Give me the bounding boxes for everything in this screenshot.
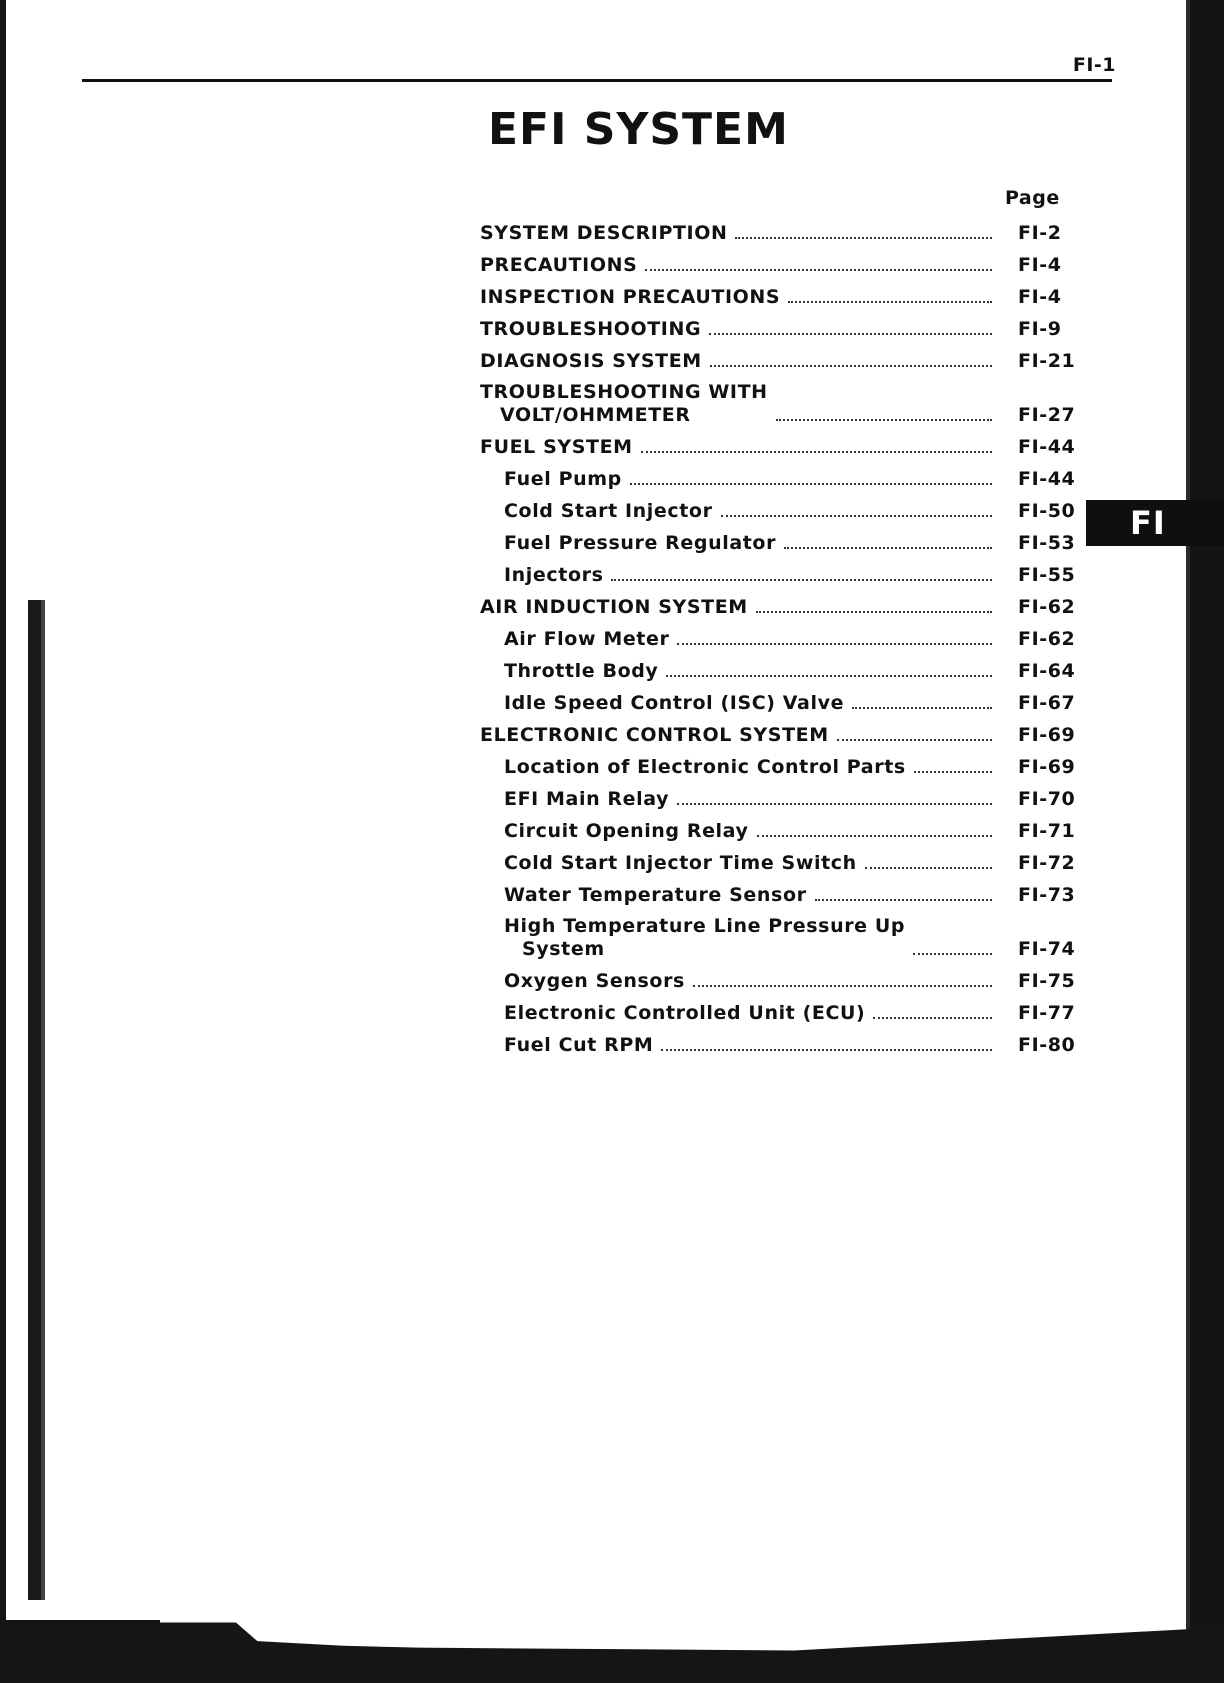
toc-entry-air-flow-meter[interactable] [480,619,1080,651]
toc-entry-title: Idle Speed Control (ISC) Valve [504,692,845,714]
toc-entry-oxygen-sensors[interactable] [480,961,1080,993]
toc-entry-fuel-cut-rpm[interactable] [480,1025,1080,1057]
toc-entry-system-description[interactable] [480,213,1080,245]
toc-entry-title [480,381,776,427]
toc-entry-page: FI-64 [1018,660,1076,682]
toc-leader-dots [776,419,992,421]
toc-leader-dots [735,237,992,239]
toc-entry-page: FI-2 [1018,222,1062,244]
toc-entry-title-line1: TROUBLESHOOTING WITH [480,381,768,403]
toc-entry-title-line2: System [522,938,605,960]
toc-entry-title: SYSTEM DESCRIPTION [480,222,728,244]
toc-leader-dots [788,301,992,303]
toc-entry-page: FI-53 [1018,532,1076,554]
toc-entry-page: FI-75 [1018,970,1076,992]
toc-entry-title: Cold Start Injector [504,500,713,522]
toc-entry-page: FI-44 [1018,436,1076,458]
toc-entry-title: Injectors [504,564,604,586]
toc-entry-page: FI-4 [1018,286,1062,308]
toc-entry-cold-start-injector[interactable] [480,491,1080,523]
toc-entry-page: FI-44 [1018,468,1076,490]
toc-entry-circuit-opening-relay[interactable] [480,811,1080,843]
toc-entry-title: INSPECTION PRECAUTIONS [480,286,781,308]
toc-leader-dots [913,953,992,955]
toc-leader-dots [757,835,993,837]
toc-entry-injectors[interactable] [480,555,1080,587]
toc-entry-troubleshooting-with-voltohmmeter[interactable] [480,373,1080,427]
scan-edge-right-inner [1186,0,1190,1683]
toc-leader-dots [661,1049,992,1051]
toc-leader-dots [630,483,992,485]
toc-leader-dots [666,675,992,677]
toc-leader-dots [641,451,992,453]
toc-leader-dots [709,333,992,335]
toc-leader-dots [852,707,992,709]
toc-leader-dots [721,515,992,517]
toc-entry-title: Throttle Body [504,660,659,682]
toc-entry-page: FI-9 [1018,318,1062,340]
toc-leader-dots [756,611,992,613]
toc-entry-title: Fuel Pump [504,468,622,490]
toc-entry-idle-speed-control-valve[interactable] [480,683,1080,715]
toc-entry-troubleshooting[interactable] [480,309,1080,341]
toc-leader-dots [710,365,992,367]
toc-entry-title-line1: High Temperature Line Pressure Up [504,915,906,937]
toc-entry-location-of-electronic-control-parts[interactable] [480,747,1080,779]
toc-entry-title: Circuit Opening Relay [504,820,749,842]
toc-entry-fuel-pump[interactable] [480,459,1080,491]
toc-leader-dots [677,643,992,645]
toc-leader-dots [873,1017,992,1019]
toc-leader-dots [645,269,992,271]
toc-entry-water-temperature-sensor[interactable] [480,875,1080,907]
toc-entry-title: EFI Main Relay [504,788,670,810]
toc-entry-page: FI-4 [1018,254,1062,276]
toc-entry-high-temperature-line-pressure-up-system[interactable] [480,907,1080,961]
toc-entry-page: FI-80 [1018,1034,1076,1056]
header-rule [82,79,1112,82]
toc-entry-page: FI-21 [1018,350,1076,372]
toc-entry-title: Location of Electronic Control Parts [504,756,906,778]
toc-entry-title: Cold Start Injector Time Switch [504,852,857,874]
toc-leader-dots [677,803,992,805]
toc-entry-throttle-body[interactable] [480,651,1080,683]
toc-entry-page: FI-62 [1018,596,1076,618]
scan-edge-left [0,0,6,1683]
toc-entry-title: Fuel Cut RPM [504,1034,654,1056]
toc-entry-title: Air Flow Meter [504,628,670,650]
toc-entry-page: FI-62 [1018,628,1076,650]
toc-entry-page: FI-70 [1018,788,1076,810]
toc-leader-dots [914,771,992,773]
toc-entry-electronic-controlled-unit[interactable] [480,993,1080,1025]
toc-leader-dots [865,867,992,869]
toc-entry-electronic-control-system[interactable] [480,715,1080,747]
toc-entry-page: FI-71 [1018,820,1076,842]
toc-entry-page: FI-27 [1018,404,1076,426]
toc-entry-efi-main-relay[interactable] [480,779,1080,811]
toc-entry-diagnosis-system[interactable] [480,341,1080,373]
toc-leader-dots [784,547,992,549]
scan-shadow-left [28,600,52,1600]
toc-entry-air-induction-system[interactable] [480,587,1080,619]
page-title: EFI SYSTEM [488,104,789,155]
toc-entry-page: FI-55 [1018,564,1076,586]
toc-entry-title: AIR INDUCTION SYSTEM [480,596,748,618]
toc-entry-title: TROUBLESHOOTING [480,318,702,340]
toc-entry-fuel-system[interactable] [480,427,1080,459]
scan-edge-bottom [150,1590,1224,1683]
toc-entry-title: Electronic Controlled Unit (ECU) [504,1002,866,1024]
toc-entry-title: DIAGNOSIS SYSTEM [480,350,702,372]
toc-entry-title [480,915,913,961]
toc-leader-dots [837,739,992,741]
toc-entry-title: Oxygen Sensors [504,970,685,992]
toc-leader-dots [815,899,992,901]
toc-entry-page: FI-69 [1018,756,1076,778]
toc-entry-cold-start-injector-time-switch[interactable] [480,843,1080,875]
toc-entry-precautions[interactable] [480,245,1080,277]
toc-entry-title: ELECTRONIC CONTROL SYSTEM [480,724,829,746]
table-of-contents [480,213,1080,1057]
toc-entry-title-line2: VOLT/OHMMETER [500,404,691,426]
toc-entry-title: Fuel Pressure Regulator [504,532,777,554]
toc-entry-page: FI-74 [1018,938,1076,960]
toc-entry-page: FI-73 [1018,884,1076,906]
toc-entry-title: Water Temperature Sensor [504,884,807,906]
toc-entry-page: FI-50 [1018,500,1076,522]
toc-entry-page: FI-77 [1018,1002,1076,1024]
toc-entry-fuel-pressure-regulator[interactable] [480,523,1080,555]
toc-entry-title: FUEL SYSTEM [480,436,633,458]
toc-entry-title: PRECAUTIONS [480,254,638,276]
toc-leader-dots [693,985,992,987]
toc-entry-inspection-precautions[interactable] [480,277,1080,309]
toc-page-column-heading: Page [1005,187,1060,209]
toc-entry-page: FI-69 [1018,724,1076,746]
scan-edge-right [1186,0,1224,1683]
toc-leader-dots [611,579,992,581]
section-tab[interactable]: FI [1086,500,1224,546]
scan-edge-bottom-left [0,1620,160,1683]
toc-entry-page: FI-72 [1018,852,1076,874]
toc-entry-page: FI-67 [1018,692,1076,714]
page-number: FI-1 [1072,54,1116,76]
